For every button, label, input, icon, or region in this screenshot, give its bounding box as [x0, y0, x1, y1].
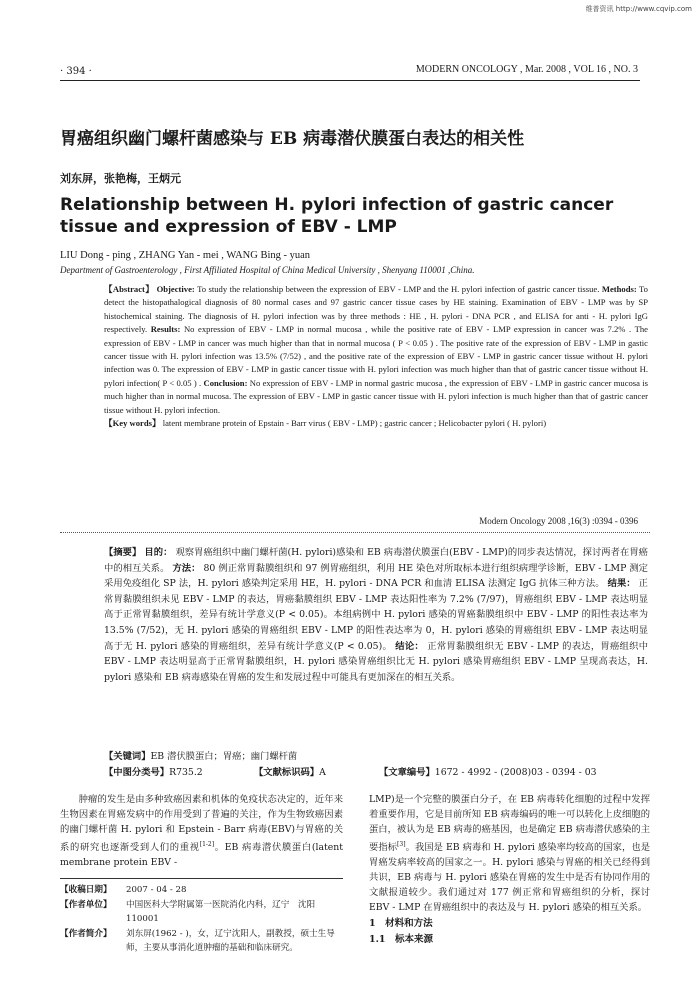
objective-cn-label: 目的：	[144, 547, 173, 558]
abstract-cn-label: 【摘要】	[104, 547, 142, 558]
objective-cn-text: 观察胃癌组织中幽门螺杆菌(H. pylori)感染和 EB 病毒潜伏膜蛋白(EBV - LMP)的同步表达情况，探讨两者在胃癌中的相互关系。	[104, 547, 648, 574]
page-number: · 394 ·	[60, 66, 92, 77]
doc-code: 【文献标识码】A	[254, 767, 326, 778]
reference-1-2: [1-2]	[199, 841, 215, 848]
body-left-column	[60, 792, 343, 870]
keywords-text: latent membrane protein of Epstain - Barr virus ( EBV - LMP) ; gastric cancer ; Helicobacter pylori ( H. pylori)	[162, 418, 547, 429]
conclusion-cn-text: 正常胃黏膜组织无 EBV - LMP 的表达，胃癌组织中 EBV - LMP 表达明显高于正常胃黏膜组织，H. pylori 感染胃癌组织比无 H. pylori 感染胃癌组织 EBV - LMP 呈现高表达，H. pylori 感染和 EB 病毒感染在胃癌的发生和发展过程中可能具有更加深在的相互关系。	[104, 640, 648, 683]
results-label: Results:	[150, 324, 181, 335]
abstract-label: 【Abstract】	[104, 284, 155, 294]
intro-continued: LMP)是一个完整的膜蛋白分子，在 EB 病毒转化细胞的过程中发挥着重要作用，它是目前所知 EB 病毒编码的唯一可以转化上皮细胞的蛋白，被认为是 EB 病毒的癌基因，也是确定 EB 病毒潜伏感染的主要指标[3]。我国是 EB 病毒和 H. pylori 感染率均较高的国家，也是胃癌发病率较高的国家之一。H. pylori 感染与胃癌的相关已经得到共识，EB 病毒与 H. pylori 感染在胃癌的发生中是否有协同作用的文献报道较少。我们通过对 177 例正常和胃癌组织的分析，探讨 EBV - LMP 在胃癌组织中的表达及与 H. pylori 感染的相互关系。	[369, 794, 650, 914]
reference-3: [3]	[397, 841, 406, 848]
footnote-received: 【收稿日期】 2007 - 04 - 28	[60, 885, 187, 895]
keywords-label: 【Key words】	[104, 418, 161, 429]
title-english: Relationship between H. pylori infection of gastric cancer tissue and expression of EBV - LMP	[60, 195, 614, 237]
clc-code: 【中图分类号】R735.2	[104, 767, 203, 778]
abstract-chinese	[104, 545, 648, 685]
citation: Modern Oncology 2008 ,16(3) :0394 - 0396	[479, 516, 638, 526]
results-cn-label: 结果：	[607, 578, 636, 590]
footnote-rule	[60, 878, 343, 879]
watermark: 维普资讯 http://www.cqvip.com	[585, 5, 692, 13]
footnote-affiliation: 【作者单位】 中国医科大学附属第一医院消化内科，辽宁 沈阳 110001	[60, 899, 324, 924]
title-chinese: 胃癌组织幽门螺杆菌感染与 EB 病毒潜伏膜蛋白表达的相关性	[60, 129, 525, 149]
methods-cn-text: 80 例正常胃黏膜组织和 97 例胃癌组织，利用 HE 染色对所取标本进行组织病理学诊断，EBV - LMP 测定采用免疫组化 SP 法，H. pylori 感染判定采用 HE，H. pylori - DNA PCR 和血清 ELISA 法测定 IgG 抗体三种方法。	[104, 562, 648, 590]
conclusion-label: Conclusion:	[203, 377, 248, 388]
keywords-cn-text: EB 潜伏膜蛋白；胃癌；幽门螺杆菌	[150, 751, 298, 762]
footnotes	[60, 883, 343, 956]
intro-paragraph: 肿瘤的发生是由多种致癌因素和机体的免疫状态决定的，近年来生物因素在胃癌发病中的作用受到了普遍的关注，作为生物致癌因素的幽门螺杆菌 H. pylori 和 Epstein - Barr 病毒(EBV)与胃癌的关系的研究也逐渐受到人们的重视[1-2]。EB 病毒潜伏膜蛋白(latent membrane protein EBV -	[60, 794, 343, 869]
methods-text: To detect the histopathalogical diagnosis of 80 normal cases and 97 gastric cancer tissue cases by HE staining. Examination of EBV - LMP was by SP histochemical staining. The diagnosis of H. pylori infection was by three methods : HE , H. pylori - DNA PCR , and ELISA for anti - H. pylori IgG respectively.	[104, 284, 648, 335]
methods-label: Methods:	[601, 284, 637, 294]
keywords-cn-label: 【关键词】	[104, 751, 151, 762]
methods-cn-label: 方法：	[172, 562, 201, 574]
results-cn-text: 正常胃黏膜组织未见 EBV - LMP 的表达，胃癌黏膜组织 EBV - LMP 表达阳性率为 7.2% (7/97)，胃癌组织 EBV - LMP 表达明显高于正常胃黏膜组织，差异有统计学意义(P < 0.05)。本组病例中 H. pylori 感染的胃癌黏膜组织中 EBV - LMP 的阳性表达率为 13.5% (7/52)，无 H. pylori 感染的胃癌组织 EBV - LMP 的阳性表达率为 0，H. pylori 感染的胃癌组织 EBV - LMP 表达明显高于无 H. pylori 感染的胃癌组织，差异有统计学意义(P < 0.05)。	[104, 578, 648, 652]
objective-text: To study the relationship between the expression of EBV - LMP and the H. pylori infection of gastric cancer tissue.	[197, 284, 600, 294]
conclusion-cn-label: 结论：	[395, 640, 425, 652]
abstract-english	[104, 283, 648, 430]
article-number: 【文章编号】1672 - 4992 - (2008)03 - 0394 - 03	[379, 767, 597, 778]
authors-english: LIU Dong - ping , ZHANG Yan - mei , WANG Bing - yuan	[60, 250, 311, 261]
affiliation: Department of Gastroenterology , First Affiliated Hospital of China Medical University , Shenyang 110001 ,China.	[60, 265, 475, 275]
header-rule	[60, 80, 640, 81]
authors-chinese: 刘东屏，张艳梅，王炳元	[60, 172, 181, 185]
body-right-column	[369, 792, 650, 947]
footnote-author-bio: 【作者简介】 刘东屏(1962 - )，女，辽宁沈阳人，副教授，硕士生导师，主要从事消化道肿瘤的基础和临床研究。	[60, 928, 335, 953]
keywords-chinese	[104, 748, 297, 762]
conclusion-text: No expression of EBV - LMP in normal gastric mucosa , the expression of EBV - LMP in gastric cancer mucosa is much higher than in normal mucosa. The expression of EBV - LMP in gastic cancer tissue with H. pylori infection is much higher than that of gastric cancer tissue without H. pylori infection.	[104, 377, 649, 415]
journal-header: MODERN ONCOLOGY , Mar. 2008 , VOL 16 , NO. 3	[415, 64, 638, 75]
section-heading-1: 1 材料和方法	[369, 918, 433, 930]
abstract-divider	[60, 532, 650, 533]
results-text: No expression of EBV - LMP in normal mucosa , while the positive rate of EBV - LMP expression in cancer was 7.2% . The expression of EBV - LMP in cancer was much higher than that in normal mucosa ( P < 0.05 ) . The positive rate of the expression of EBV - LMP in gastic cancer tissue with H. pylori infection was 13.5% (7/52) , and the positive rate of the expression of EBV - LMP in gastric cancer tissue without H. pylori infection was 0. The expression of EBV - LMP in gastic cancer tissue with H. pylori infection was much higher than that of gastric cancer tissue without H. pylori infection( P < 0.05 ) .	[104, 324, 648, 388]
section-heading-1-1: 1.1 标本来源	[369, 934, 434, 946]
objective-label: Objective:	[156, 284, 195, 294]
